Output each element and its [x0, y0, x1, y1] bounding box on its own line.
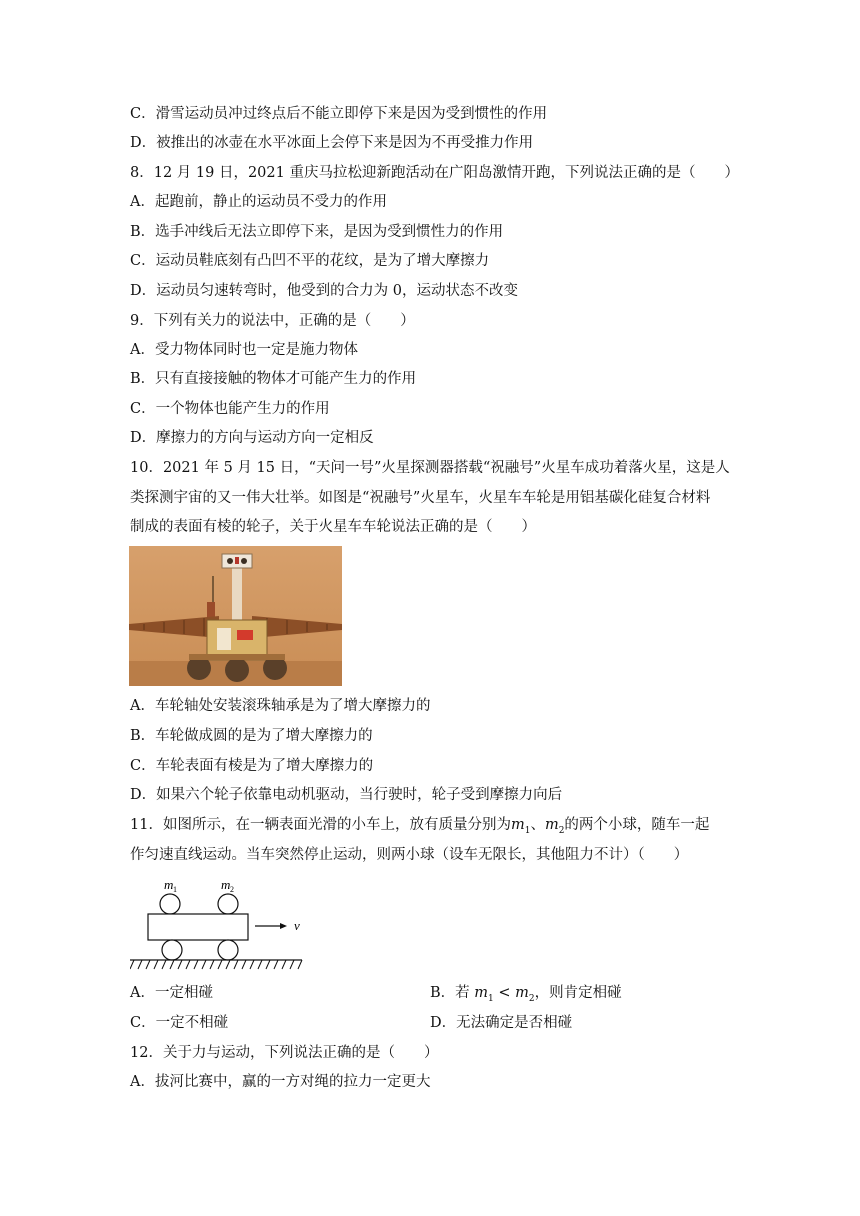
option-c: C．滑雪运动员冲过终点后不能立即停下来是因为受到惯性的作用 — [130, 106, 548, 122]
cart-wheel — [218, 940, 238, 960]
svg-text:1: 1 — [173, 885, 177, 894]
question-8: 8．12 月 19 日，2021 重庆马拉松迎新跑活动在广阳岛激情开跑，下列说法正确的是（ ） — [130, 165, 739, 181]
q9-option-c: C．一个物体也能产生力的作用 — [130, 401, 330, 417]
q10-option-a: A．车轮轴处安装滚珠轴承是为了增大摩擦力的 — [130, 698, 431, 714]
q12-option-a: A．拔河比赛中，赢的一方对绳的拉力一定更大 — [130, 1074, 431, 1090]
q8-option-d: D．运动员匀速转弯时，他受到的合力为 0，运动状态不改变 — [130, 283, 518, 299]
q9-option-a: A．受力物体同时也一定是施力物体 — [130, 342, 358, 358]
question-12: 12．关于力与运动，下列说法正确的是（ ） — [130, 1045, 439, 1061]
question-11-line-2: 作匀速直线运动。当车突然停止运动，则两小球（设车无限长，其他阻力不计）（ ） — [130, 847, 689, 863]
q11-option-c: C．一定不相碰 — [130, 1015, 229, 1031]
q9-option-b: B．只有直接接触的物体才可能产生力的作用 — [130, 371, 417, 387]
q11-option-b: B．若 $m_1 < m_2$，则肯定相碰 — [430, 985, 622, 1004]
cart-body — [148, 914, 248, 940]
question-10-line-1: 10．2021 年 5 月 15 日，“天问一号”火星探测器搭载“祝融号”火星车成功着落火星，这是人 — [130, 460, 730, 476]
velocity-label: v — [294, 918, 300, 933]
m2-label: m — [221, 877, 231, 892]
mars-rover-image — [129, 546, 342, 686]
question-10-line-3: 制成的表面有棱的轮子，关于火星车车轮说法正确的是（ ） — [130, 519, 536, 535]
q9-option-d: D．摩擦力的方向与运动方向一定相反 — [130, 430, 374, 446]
cart-wheel — [162, 940, 182, 960]
mass-symbol: m — [510, 817, 525, 833]
ball-m1 — [160, 894, 180, 914]
svg-text:2: 2 — [230, 885, 234, 894]
q8-option-c: C．运动员鞋底刻有凸凹不平的花纹，是为了增大摩擦力 — [130, 253, 490, 269]
q10-option-c: C．车轮表面有棱是为了增大摩擦力的 — [130, 758, 374, 774]
q10-option-d: D．如果六个轮子依靠电动机驱动，当行驶时，轮子受到摩擦力向后 — [130, 787, 563, 803]
q8-option-b: B．选手冲线后无法立即停下来，是因为受到惯性力的作用 — [130, 224, 504, 240]
option-d: D．被推出的冰壶在水平冰面上会停下来是因为不再受推力作用 — [130, 135, 534, 151]
q11-option-d: D．无法确定是否相碰 — [430, 1015, 573, 1031]
m1-label: m — [164, 877, 174, 892]
mass-symbol: m — [544, 817, 559, 833]
q10-option-b: B．车轮做成圆的是为了增大摩擦力的 — [130, 728, 373, 744]
q8-option-a: A．起跑前，静止的运动员不受力的作用 — [130, 194, 387, 210]
question-11-line-1: 11．如图所示，在一辆表面光滑的小车上，放有质量分别为$m_1$、$m_2$的两个小球，随车一起 — [130, 817, 710, 836]
cart-diagram — [130, 874, 305, 972]
question-10-line-2: 类探测宇宙的又一伟大壮举。如图是“祝融号”火星车，火星车车轮是用铝基碳化硅复合材料 — [130, 490, 711, 506]
q11-option-a: A．一定相碰 — [130, 985, 213, 1001]
ball-m2 — [218, 894, 238, 914]
question-9: 9．下列有关力的说法中，正确的是（ ） — [130, 313, 415, 329]
